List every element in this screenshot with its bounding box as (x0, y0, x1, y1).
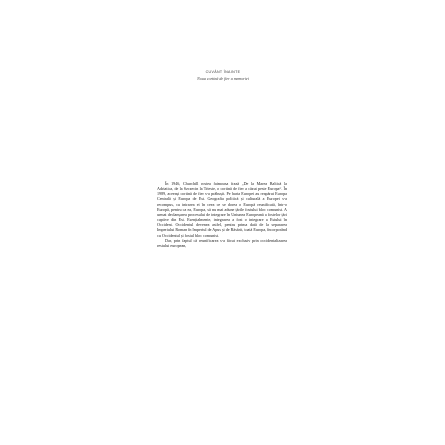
body-paragraph-2: Dar, prin faptul că reunificarea s-a făcut exclusiv prin occidentalizarea restului european, (157, 238, 287, 249)
body-paragraph-1: În 1946, Churchill rostea faimoasa frază „De la Marea Baltică la Adriatica, de la Szczecin la Trieste, o cortină de fier a căzut peste Europa“. În 1989, aceeași cortină de fier s-a prăbușit. Pe harta Europei au reapărut Europa Centrală și Europa de Est. Geografia politică și culturală a Europei s-a recompus, cu intrarea ei în ceea ce se dorea o Europă reunificată, într-o Europă, pentru ca ea, Europa, să nu mai adune țările fostului bloc comunist. A urmat declanșarea procesului de integrare în Uniunea Europeană a fostelor țări captive din Est. Esențialmente, integrarea a fost o integrare a Estului în Occident. Occidentul devenea astfel, pentru prima dată de la separarea Imperiului Roman în Imperiul de Apus și de Răsărit, toată Europa, încorporând cu Occidentul și fostul bloc comunist. (157, 181, 287, 238)
section-label: CUVÂNT ÎNAINTE (205, 70, 241, 74)
section-subtitle: Noua cortină de fier a memoriei (197, 76, 249, 81)
